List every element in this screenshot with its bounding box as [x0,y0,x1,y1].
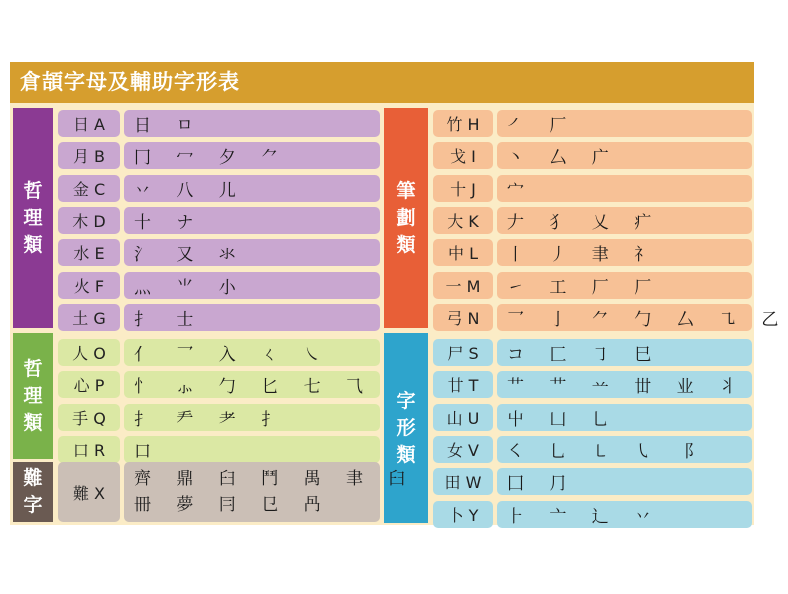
roots-cell: 亻 乛 入 ㄑ ㇏ [124,339,380,366]
roots-cell: ⺘ 士 [124,304,380,331]
roots-cell: 日 ㅁ [124,110,380,137]
roots-cell: 氵 又 氺 [124,239,380,266]
roots-line: 齊 鼎 臼 鬥 禺 聿 臼 [134,469,416,489]
key-cell: 田 W [433,468,493,495]
category-philosophy-a [13,108,53,328]
roots-cell: 𠂇 犭 乂 疒 [497,207,752,234]
key-cell: 十 J [433,175,493,202]
key-cell: 中 L [433,239,493,266]
roots-cell: ㇛ 乚 ㇄ ㇂ ⻏ [497,436,752,463]
roots-cell: 乛 亅 ⺈ 勹 ⼛ ㇈ 乙 [497,304,752,331]
roots-cell: 口 [124,436,380,463]
roots-cell: 十 ナ [124,207,380,234]
key-cell: 日 A [58,110,120,137]
category-strokes [384,108,428,328]
category-label: 哲理類 [23,357,43,434]
category-label: 難字 [23,467,43,516]
key-cell: 水 E [58,239,120,266]
roots-cell: 丨 丿 聿 礻 [497,239,752,266]
roots-cell: ㇒ ⼚ [497,110,752,137]
roots-cell: 灬 ⺌ 小 [124,272,380,299]
key-cell: 月 B [58,142,120,169]
roots-cell [124,462,416,522]
key-cell: 戈 I [433,142,493,169]
category-shapes [384,333,428,523]
roots-cell: ⺾ 艹 䒑 丗 业 ⺦ [497,371,752,398]
key-cell: 難 X [58,462,120,522]
key-cell: 廿 T [433,371,493,398]
key-cell: 大 K [433,207,493,234]
key-cell: 口 R [58,436,120,463]
key-cell: 木 D [58,207,120,234]
roots-line: 冊 夢 冃 㔾 冎 [134,495,331,515]
roots-cell: 屮 凵 乚 [497,404,752,431]
roots-cell: コ 匚 ㇆ 巳 [497,339,752,366]
category-label: 哲理類 [23,179,43,256]
roots-cell: 丷 八 儿 [124,175,380,202]
roots-cell: ㇀ 工 厂 ⼚ [497,272,752,299]
key-cell: 卜 Y [433,501,493,528]
category-difficult [13,462,53,522]
key-cell: 土 G [58,304,120,331]
roots-cell: ⺊ 亠 辶 丷 [497,501,752,528]
key-cell: 女 V [433,436,493,463]
page-title: 倉頡字母及輔助字形表 [10,62,754,103]
roots-cell: 囗 ⺆ [497,468,752,495]
key-cell: 弓 N [433,304,493,331]
key-cell: 手 Q [58,404,120,431]
roots-cell: 宀 [497,175,752,202]
roots-cell: 扌 龵 耂 ⺘ [124,404,380,431]
key-cell: 竹 H [433,110,493,137]
category-label: 字形類 [396,389,416,466]
key-cell: 人 O [58,339,120,366]
category-label: 筆劃類 [396,179,416,256]
key-cell: 金 C [58,175,120,202]
key-cell: 山 U [433,404,493,431]
roots-cell: 丶 厶 广 [497,142,752,169]
key-cell: 火 F [58,272,120,299]
category-philosophy-b [13,333,53,459]
key-cell: 一 M [433,272,493,299]
key-cell: 尸 S [433,339,493,366]
roots-cell: 忄 ⺗ 勹 ⼔ 七 ⺄ [124,371,380,398]
roots-cell: 冂 冖 夕 ⺈ [124,142,380,169]
key-cell: 心 P [58,371,120,398]
